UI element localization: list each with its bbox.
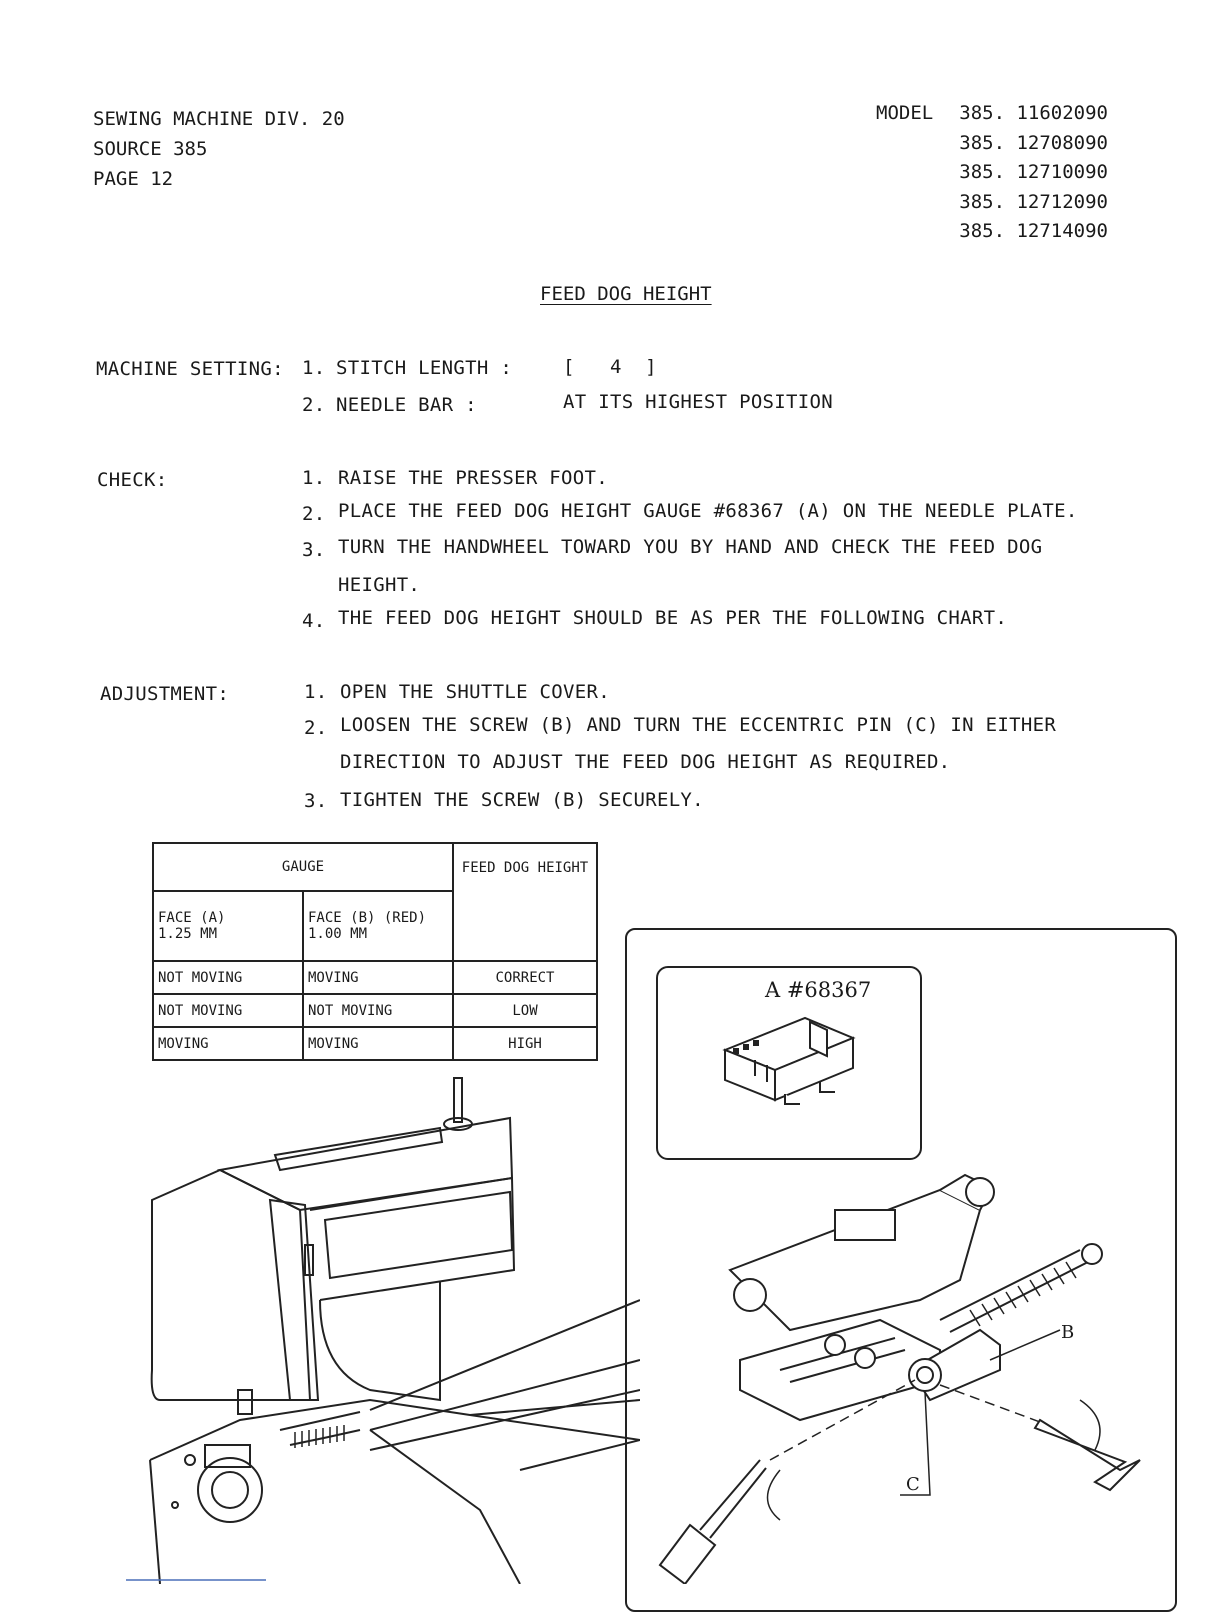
- check-2-text: PLACE THE FEED DOG HEIGHT GAUGE #68367 (A) ON THE NEEDLE PLATE.: [338, 500, 1078, 522]
- check-1-text: RAISE THE PRESSER FOOT.: [338, 467, 608, 489]
- face-a-cell: [153, 891, 303, 961]
- height-header: FEED DOG HEIGHT: [453, 843, 597, 961]
- model-number: 385. 11602090: [959, 102, 1108, 124]
- header-page: PAGE 12: [93, 168, 174, 190]
- setting-1-num: 1.: [302, 357, 326, 379]
- header-source: SOURCE 385: [93, 138, 208, 160]
- face-a-label: FACE (A): [158, 910, 226, 926]
- model-number: 385. 12708090: [959, 131, 1108, 154]
- face-a-value: 1.25 MM: [158, 926, 218, 942]
- face-b-cell: [303, 891, 453, 961]
- row-height: LOW: [453, 994, 597, 1027]
- adjust-3-text: TIGHTEN THE SCREW (B) SECURELY.: [340, 789, 704, 811]
- check-label: CHECK:: [97, 469, 168, 491]
- gauge-inset-label: A #68367: [765, 978, 872, 1002]
- label-c: C: [906, 1474, 920, 1495]
- gauge-header: GAUGE: [153, 843, 453, 891]
- label-b: B: [1061, 1322, 1075, 1343]
- check-2-num: 2.: [302, 503, 326, 525]
- adjust-2-cont: DIRECTION TO ADJUST THE FEED DOG HEIGHT AS REQUIRED.: [340, 751, 951, 773]
- adjust-3-num: 3.: [304, 790, 328, 812]
- header-left: [93, 104, 345, 194]
- check-3-cont: HEIGHT.: [338, 574, 421, 596]
- adjust-1-num: 1.: [304, 681, 328, 703]
- row-face-b: NOT MOVING: [303, 994, 453, 1027]
- adjust-1-text: OPEN THE SHUTTLE COVER.: [340, 681, 610, 703]
- row-face-b: MOVING: [303, 1027, 453, 1060]
- machine-setting-label: MACHINE SETTING:: [96, 358, 284, 380]
- feed-dog-mechanism-illustration: [640, 1170, 1170, 1584]
- check-3-num: 3.: [302, 539, 326, 561]
- model-number: 385. 12712090: [959, 190, 1108, 213]
- model-prefix: MODEL: [876, 102, 934, 124]
- table-row: [153, 994, 597, 1027]
- header-division: SEWING MACHINE DIV. 20: [93, 108, 345, 130]
- table-row: [153, 961, 597, 994]
- model-number: 385. 12710090: [959, 161, 1108, 183]
- model-list: [948, 99, 1108, 247]
- adjust-2-num: 2.: [304, 717, 328, 739]
- page-title: FEED DOG HEIGHT: [540, 283, 712, 305]
- feed-dog-chart: [152, 842, 598, 1061]
- check-4-text: THE FEED DOG HEIGHT SHOULD BE AS PER THE FOLLOWING CHART.: [338, 607, 1008, 629]
- check-1-num: 1.: [302, 467, 326, 489]
- setting-1-name: STITCH LENGTH :: [336, 357, 513, 379]
- check-4-num: 4.: [302, 610, 326, 632]
- face-b-label: FACE (B) (RED): [308, 910, 427, 926]
- adjustment-label: ADJUSTMENT:: [100, 683, 230, 705]
- row-face-a: MOVING: [153, 1027, 303, 1060]
- row-height: CORRECT: [453, 961, 597, 994]
- check-3-text: TURN THE HANDWHEEL TOWARD YOU BY HAND AND CHECK THE FEED DOG: [338, 536, 1043, 558]
- face-b-value: 1.00 MM: [308, 926, 368, 942]
- setting-2-num: 2.: [302, 394, 326, 416]
- row-height: HIGH: [453, 1027, 597, 1060]
- row-face-a: NOT MOVING: [153, 961, 303, 994]
- adjust-2-text: LOOSEN THE SCREW (B) AND TURN THE ECCENTRIC PIN (C) IN EITHER: [340, 714, 1057, 736]
- table-row: [153, 1027, 597, 1060]
- row-face-b: MOVING: [303, 961, 453, 994]
- setting-2-name: NEEDLE BAR :: [336, 394, 477, 416]
- setting-1-value: [ 4 ]: [563, 356, 657, 378]
- sewing-machine-illustration: [120, 1070, 640, 1584]
- row-face-a: NOT MOVING: [153, 994, 303, 1027]
- setting-2-value: AT ITS HIGHEST POSITION: [563, 391, 833, 413]
- model-number: 385. 12714090: [959, 220, 1108, 242]
- gauge-illustration: [715, 1010, 865, 1110]
